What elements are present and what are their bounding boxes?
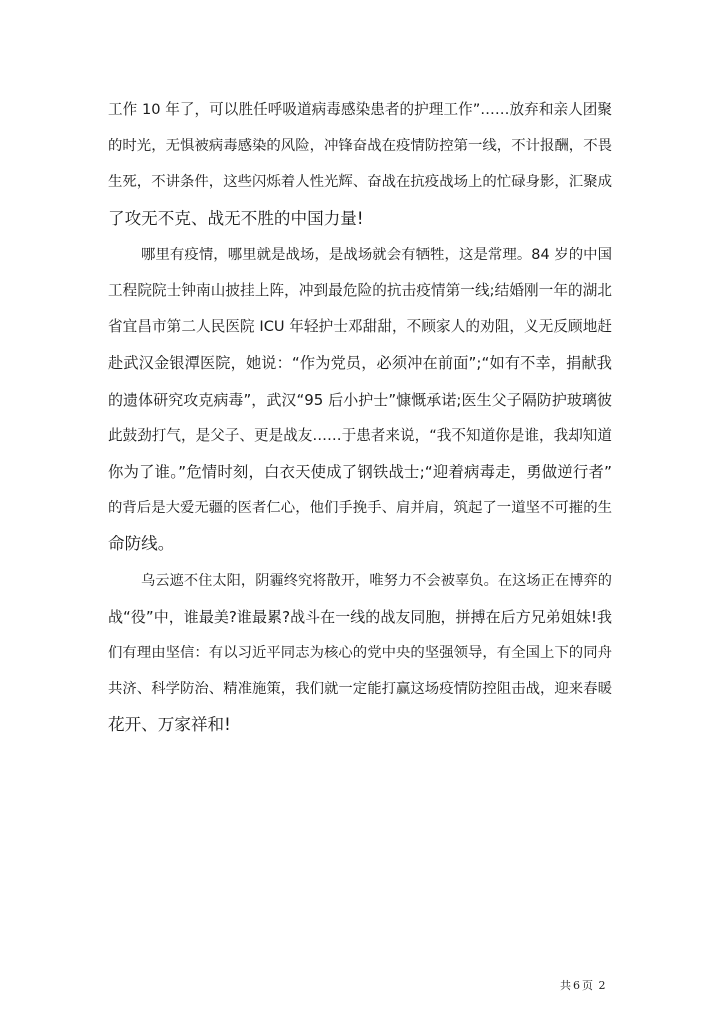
text-line: 工作 10 年了，可以胜任呼吸道病毒感染患者的护理工作”……放弃和亲人团聚 (108, 101, 612, 118)
text-line: 生死，不讲条件，这些闪烁着人性光辉、奋战在抗疫战场上的忙碌身影，汇聚成 (108, 174, 612, 191)
footer-current-page: 2 (598, 979, 606, 992)
text-line: 乌云遮不住太阳，阴霾终究将散开，唯努力不会被辜负。在这场正在博弈的 (141, 572, 612, 589)
footer-page-unit: 页 (582, 979, 593, 992)
document-body (108, 92, 612, 744)
text-line: 工程院院士钟南山披挂上阵，冲到最危险的抗击疫情第一线;结婚刚一年的湖北 (108, 282, 612, 300)
text-line: 哪里有疫情，哪里就是战场，是战场就会有牺牲，这是常理。84 岁的中国 (141, 246, 612, 263)
text-line: 战“役”中，谁最美?谁最累?战斗在一线的战友同胞，拼搏在后方兄弟姐妹!我 (108, 607, 612, 626)
text-line: 花开、万家祥和! (108, 715, 231, 735)
text-line: 的遗体研究攻克病毒”，武汉“95 后小护士”慷慨承诺;医生父子隔防护玻璃彼 (108, 390, 612, 409)
text-line: 你为了谁。”危情时刻，白衣天使成了钢铁战士;“迎着病毒走，勇做逆行者” (108, 463, 612, 482)
paragraph-2 (108, 237, 612, 563)
text-line: 共济、科学防治、精准施策，我们就一定能打赢这场疫情防控阻击战，迎来春暖 (108, 681, 612, 698)
text-line: 们有理由坚信：有以习近平同志为核心的党中央的坚强领导，有全国上下的同舟 (108, 645, 612, 662)
footer-total-label: 共 (560, 979, 571, 992)
text-line: 省宜昌市第二人民医院 ICU 年轻护士邓甜甜，不顾家人的劝阻，义无反顾地赶 (108, 318, 612, 336)
text-line: 赴武汉金银潭医院，她说：“作为党员，必须冲在前面”;“如有不幸，捐献我 (108, 354, 612, 373)
text-line: 命防线。 (108, 534, 175, 554)
text-line: 了攻无不克、战无不胜的中国力量! (108, 208, 364, 228)
footer-total-pages: 6 (573, 979, 580, 992)
text-line: 的背后是大爱无疆的医者仁心，他们手挽手、肩并肩，筑起了一道坚不可摧的生 (108, 500, 612, 517)
text-line: 的时光，无惧被病毒感染的风险，冲锋奋战在疫情防控第一线，不计报酬，不畏 (108, 138, 612, 155)
page-footer (560, 977, 608, 993)
paragraph-3 (108, 563, 612, 744)
text-line: 此鼓劲打气，是父子、更是战友……于患者来说，“我不知道你是谁，我却知道 (108, 426, 612, 444)
paragraph-1 (108, 92, 612, 237)
